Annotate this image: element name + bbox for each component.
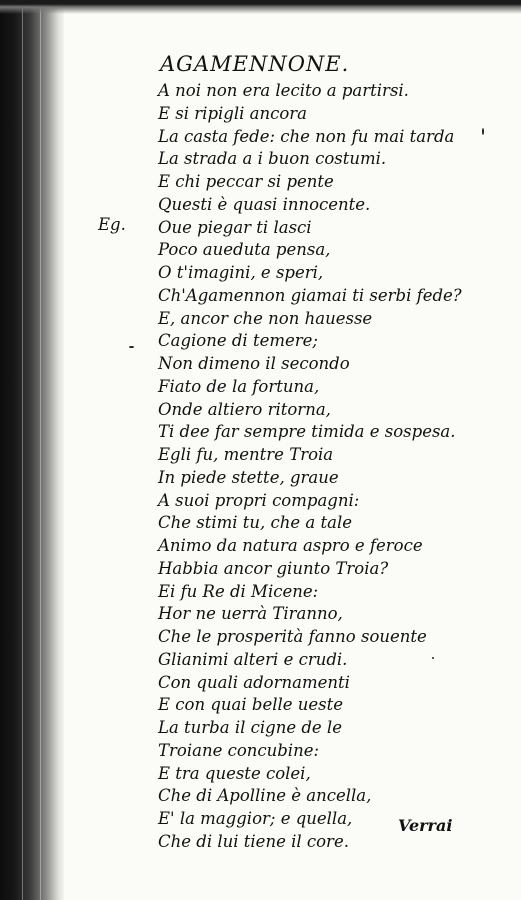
ink-speck: [432, 657, 434, 659]
verse-line: Con quali adornamenti: [158, 672, 350, 692]
verse-line: E' la maggior; e quella,: [158, 809, 353, 828]
verse-line: La turba il cigne de le: [158, 718, 342, 737]
page-top-edge: [0, 0, 521, 14]
catchword: Verrai: [398, 816, 453, 835]
spine-crease: [40, 0, 41, 900]
verse-line: In piede stette, graue: [158, 467, 339, 487]
verse-line: O t'imagini, e speri,: [158, 263, 324, 282]
verse-line: Egli fu, mentre Troia: [158, 445, 334, 464]
verse-line: Oue piegar ti lasci: [158, 217, 312, 237]
verse-line: A suoi propri compagni:: [158, 490, 360, 510]
verse-line: Onde altiero ritorna,: [158, 399, 331, 419]
verse-line: Che le prosperità fanno souente: [158, 627, 427, 646]
verse-line: Non dimeno il secondo: [158, 354, 350, 373]
verse-line: Che stimi tu, che a tale: [158, 513, 353, 533]
verse-line: Che di Apolline è ancella,: [158, 786, 372, 806]
verse-line: Ei fu Re di Micene:: [158, 581, 319, 601]
verse-line: Habbia ancor giunto Troia?: [158, 558, 389, 578]
verse-line: E si ripigli ancora: [158, 103, 308, 123]
spine-crease: [22, 0, 23, 900]
verse-line: La strada a i buon costumi.: [158, 149, 387, 169]
book-spine-shadow: [0, 0, 64, 900]
verse-line: Fiato de la fortuna,: [158, 376, 320, 396]
verse-line: Poco aueduta pensa,: [158, 240, 331, 260]
verse-line: Che di lui tiene il core.: [158, 831, 349, 851]
verse-line: Animo da natura aspro e feroce: [158, 536, 423, 555]
verse-line: A noi non era lecito a partirsi.: [158, 81, 409, 100]
verse-line: Cagione di temere;: [158, 331, 318, 351]
verse-line: Troiane concubine:: [158, 740, 320, 760]
verse-line: E, ancor che non hauesse: [158, 308, 373, 328]
verse-line: Ch'Agamennon giamai ti serbi fede?: [158, 285, 462, 305]
verse-line: E tra queste colei,: [158, 763, 311, 783]
verse-line: E con quai belle ueste: [158, 695, 344, 715]
ink-speck: [482, 128, 484, 135]
verse-line: La casta fede: che non fu mai tarda: [158, 126, 455, 146]
speaker-label: Eg.: [98, 215, 126, 234]
verse-line: Glianimi alteri e crudi.: [158, 649, 348, 669]
verse-line: E chi peccar si pente: [158, 172, 334, 191]
ink-speck: [129, 346, 134, 348]
verse-line: Ti dee far sempre timida e sospesa.: [158, 422, 456, 442]
verse-line: Questi è quasi innocente.: [158, 194, 371, 214]
verse-line: Hor ne uerrà Tiranno,: [158, 604, 343, 624]
running-head: AGAMENNONE.: [160, 52, 350, 76]
